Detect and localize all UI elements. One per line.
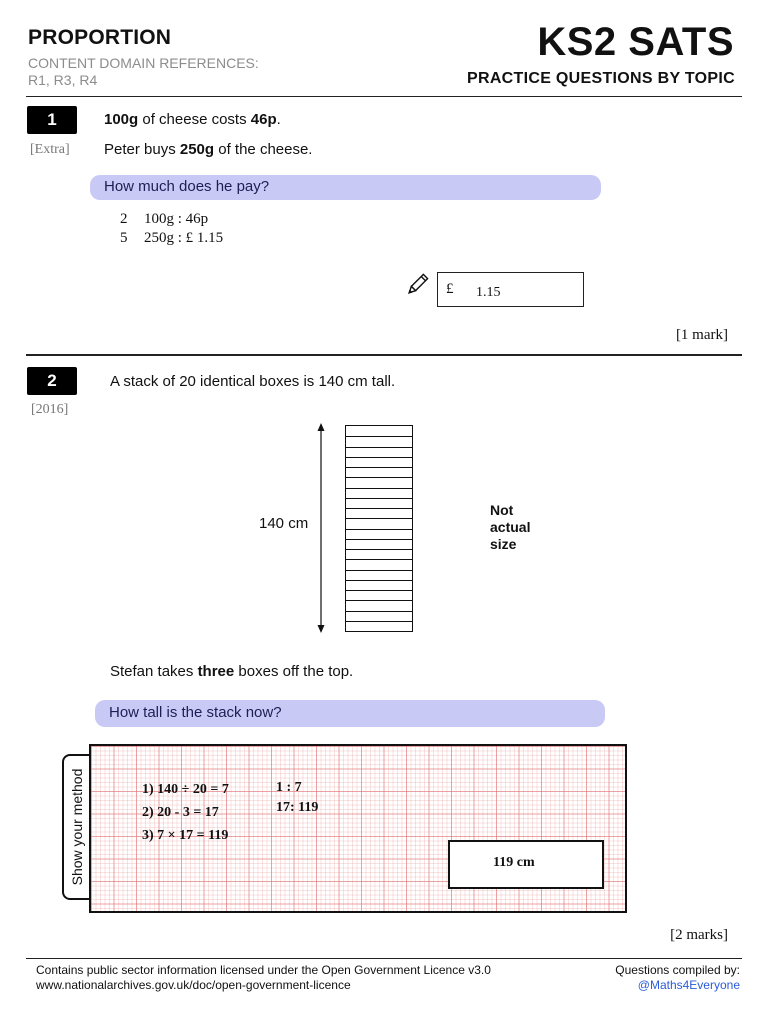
licence-link[interactable]: www.nationalarchives.gov.uk/doc/open-government-licence bbox=[36, 978, 351, 992]
note-line: size bbox=[490, 536, 517, 552]
question-1-answer-box[interactable] bbox=[437, 272, 584, 307]
question-2-answer: 119 cm bbox=[493, 855, 535, 870]
peter-weight: 250g bbox=[179, 141, 215, 158]
show-method-tab bbox=[62, 754, 90, 900]
cheese-weight: 100g bbox=[104, 111, 139, 128]
question-2-tag: [2016] bbox=[31, 402, 69, 417]
question-1-prompt: How much does he pay? bbox=[90, 175, 601, 200]
ratio-line: 17: 119 bbox=[276, 800, 319, 815]
box-divider bbox=[346, 611, 412, 612]
working-step: 1) 140 ÷ 20 = 7 bbox=[142, 782, 229, 797]
not-actual-size-note bbox=[490, 502, 530, 553]
ratio-line: 1 : 7 bbox=[276, 780, 302, 795]
working-step: 3) 7 × 17 = 119 bbox=[142, 828, 229, 843]
credit bbox=[615, 963, 740, 993]
box-divider bbox=[346, 580, 412, 581]
show-method-label: Show your method bbox=[69, 768, 85, 886]
question-divider bbox=[26, 354, 742, 356]
box-divider bbox=[346, 457, 412, 458]
method-ratio bbox=[276, 778, 318, 818]
topic-title: PROPORTION bbox=[28, 26, 172, 49]
content-domain-label bbox=[28, 55, 259, 89]
question-1-tag: [Extra] bbox=[30, 142, 70, 157]
box-divider bbox=[346, 529, 412, 530]
question-1-answer: 1.15 bbox=[476, 285, 501, 300]
working-step: 2) 20 - 3 = 17 bbox=[142, 805, 219, 820]
working-ratio: 250g : £ 1.15 bbox=[144, 230, 224, 246]
question-1-line-1 bbox=[104, 111, 281, 128]
period: . bbox=[276, 111, 281, 128]
header-divider bbox=[26, 96, 742, 97]
box-divider bbox=[346, 498, 412, 499]
question-2-marks: [2 marks] bbox=[670, 927, 728, 943]
method-working bbox=[142, 778, 229, 847]
note-line: Not bbox=[490, 502, 514, 518]
content-domain-refs: R1, R3, R4 bbox=[28, 72, 98, 88]
box-divider bbox=[346, 559, 412, 560]
stefan-text: Stefan takes bbox=[110, 663, 198, 680]
cheese-price: 46p bbox=[250, 111, 277, 128]
peter-text: Peter buys bbox=[104, 141, 180, 158]
question-2-line-1: A stack of 20 identical boxes is 140 cm tall. bbox=[110, 373, 396, 390]
box-stack bbox=[345, 425, 413, 632]
question-2-prompt: How tall is the stack now? bbox=[95, 700, 605, 727]
pencil-icon bbox=[404, 272, 430, 298]
licence-text bbox=[36, 963, 491, 993]
question-2-number: 2 bbox=[27, 367, 77, 395]
working-ratio: 100g : 46p bbox=[144, 211, 209, 227]
box-divider bbox=[346, 539, 412, 540]
working-multiplier: 5 bbox=[120, 230, 128, 246]
box-divider bbox=[346, 590, 412, 591]
height-arrow bbox=[313, 423, 329, 633]
credit-handle[interactable]: @Maths4Everyone bbox=[637, 978, 740, 992]
cheese-text: of cheese costs bbox=[138, 111, 251, 128]
box-divider bbox=[346, 467, 412, 468]
stefan-text-end: boxes off the top. bbox=[234, 663, 354, 680]
box-divider bbox=[346, 621, 412, 622]
question-2-line-2 bbox=[110, 663, 353, 680]
box-divider bbox=[346, 570, 412, 571]
arrow-up-icon bbox=[318, 423, 325, 431]
question-1-number: 1 bbox=[27, 106, 77, 134]
question-1-marks: [1 mark] bbox=[675, 327, 728, 343]
box-divider bbox=[346, 488, 412, 489]
credit-label: Questions compiled by: bbox=[615, 963, 740, 977]
practice-subtitle: PRACTICE QUESTIONS BY TOPIC bbox=[467, 70, 735, 87]
arrow-down-icon bbox=[318, 625, 325, 633]
note-line: actual bbox=[490, 519, 531, 535]
working-row bbox=[120, 210, 223, 229]
three-emphasis: three bbox=[197, 663, 235, 680]
height-label: 140 cm bbox=[259, 515, 309, 532]
box-divider bbox=[346, 518, 412, 519]
peter-text-end: of the cheese. bbox=[214, 141, 313, 158]
question-1-line-2 bbox=[104, 141, 312, 158]
question-1-working bbox=[120, 210, 223, 248]
box-divider bbox=[346, 549, 412, 550]
box-divider bbox=[346, 447, 412, 448]
box-divider bbox=[346, 600, 412, 601]
working-row bbox=[120, 229, 223, 248]
licence-line: Contains public sector information licensed under the Open Government Licence v3.0 bbox=[36, 963, 491, 977]
working-multiplier: 2 bbox=[120, 211, 128, 227]
content-domain-heading: CONTENT DOMAIN REFERENCES: bbox=[28, 55, 259, 71]
box-divider bbox=[346, 436, 412, 437]
question-2-answer-box[interactable] bbox=[448, 840, 604, 889]
ks2-sats-title: KS2 SATS bbox=[537, 20, 734, 64]
box-divider bbox=[346, 508, 412, 509]
footer-divider bbox=[26, 958, 742, 959]
currency-symbol: £ bbox=[446, 281, 454, 297]
box-divider bbox=[346, 477, 412, 478]
